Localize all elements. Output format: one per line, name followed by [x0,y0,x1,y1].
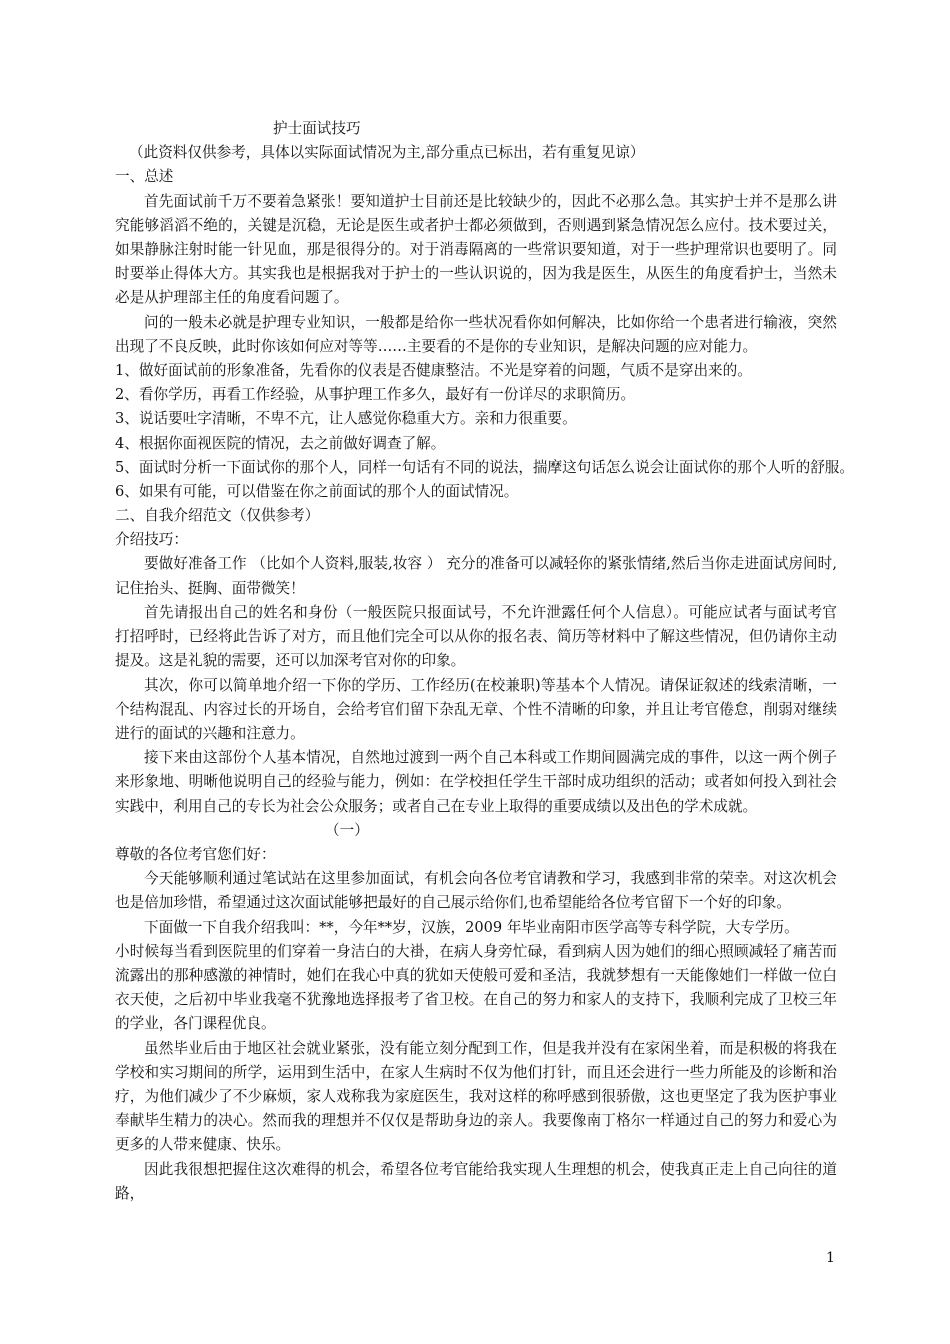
page-title: 护士面试技巧 [273,120,361,137]
list-item: 6、如果有可能，可以借鉴在你之前面试的那个人的面试情况。 [115,482,519,500]
subheading-tips: 介绍技巧： [115,531,188,549]
list-item: 4、根据你面视医院的情况，去之前做好调查了解。 [115,434,446,452]
overview-paragraph-1: 首先面试前千万不要着急紧张！要知道护士目前还是比较缺少的，因此不必那么急。其实护士并不是那么讲究能够滔滔不绝的，关键是沉稳，无论是医生或者护士都必须做到，否则遇到紧急情况怎么应付。技术要过关，如果静脉注射时能一针见血，那是很得分的。对于消毒隔离的一些常识要知道，对于一些护理常识也要明了。同时要举止得体大方。其实我也是根据我对于护士的一些认识说的，因为我是医生，从医生的角度看护士，当然未必是从护理部主任的角度看问题了。 [115,192,837,307]
document-body [115,117,854,1206]
list-item: 5、面试时分析一下面试你的那个人，同样一句话有不同的说法，揣摩这句话怎么说会让面试你的那个人听的舒服。 [115,458,854,476]
sample-paragraph-2: 下面做一下自我介绍我叫：**，今年**岁，汉族，2009 年毕业南阳市医学高等专科学院，大专学历。 [144,918,799,936]
sample-marker: （一） [325,821,369,839]
tips-paragraph-3: 其次，你可以简单地介绍一下你的学历、工作经历(在校兼职)等基本个人情况。请保证叙述的线索清晰，一个结构混乱、内容过长的开场自，会给考官们留下杂乱无章、个性不清晰的印象，并且让考官倦怠，削弱对继续进行的面试的兴趣和注意力。 [115,676,837,742]
sample-paragraph-1: 今天能够顺利通过笔试站在这里参加面试，有机会向各位考官请教和学习，我感到非常的荣幸。对这次机会也是倍加珍惜，希望通过这次面试能够把最好的自己展示给你们,也希望能给各位考官留下一个好的印象。 [115,870,837,912]
tips-paragraph-1: 要做好准备工作 （比如个人资料,服装,妆容 ） 充分的准备可以减轻你的紧张情绪,然后当你走进面试房间时,记住抬头、挺胸、面带微笑！ [115,555,837,597]
sample-paragraph-3: 小时候每当看到医院里的们穿着一身洁白的大褂，在病人身旁忙碌，看到病人因为她们的细心照顾减轻了痛苦而流露出的那种感激的神情时，她们在我心中真的犹如天使般可爱和圣洁，我就梦想有一天能像她们一样做一位白衣天使，之后初中毕业我毫不犹豫地选择报考了省卫校。在自己的努力和家人的支持下，我顺利完成了卫校三年的学业，各门课程优良。 [115,942,837,1033]
sample-paragraph-5: 因此我很想把握住这次难得的机会，希望各位考官能给我实现人生理想的机会，使我真正走上自己向往的道路， [115,1160,837,1202]
sample-paragraph-4: 虽然毕业后由于地区社会就业紧张，没有能立刻分配到工作，但是我并没有在家闲坐着，而是积极的将我在学校和实习期间的所学，运用到生活中，在家人生病时不仅为他们打针，而且还会进行一些力所能及的诊断和治疗，为他们减少了不少麻烦，家人戏称我为家庭医生，我对这样的称呼感到很骄傲，这也更坚定了我为医护事业奉献毕生精力的决心。然而我的理想并不仅仅是帮助身边的亲人。我要像南丁格尔一样通过自己的努力和爱心为更多的人带来健康、快乐。 [115,1039,837,1154]
list-item: 3、说话要吐字清晰，不卑不亢，让人感觉你稳重大方。亲和力很重要。 [115,410,577,428]
sample-greeting: 尊敬的各位考官您们好： [115,845,276,863]
list-item: 2、看你学历，再看工作经验，从事护理工作多久，最好有一份详尽的求职简历。 [115,386,636,404]
overview-paragraph-2: 问的一般未必就是护理专业知识，一般都是给你一些状况看你如何解决，比如你给一个患者进行输液，突然出现了不良反映，此时你该如何应对等等……主要看的不是你的专业知识，是解决问题的应对能力。 [115,313,837,355]
disclaimer-note: （此资料仅供参考，具体以实际面试情况为主,部分重点已标出，若有重复见谅） [129,144,645,162]
tips-paragraph-2: 首先请报出自己的姓名和身份（一般医院只报面试号，不允许泄露任何个人信息）。可能应试者与面试考官打招呼时，已经将此告诉了对方，而且他们完全可以从你的报名表、简历等材料中了解这些情况，但仍请你主动提及。这是礼貌的需要，还可以加深考官对你的印象。 [115,603,837,670]
section-heading-self-intro: 二、自我介绍范文（仅供参考） [115,507,320,525]
list-item: 1、做好面试前的形象准备，先看你的仪表是否健康整洁。不光是穿着的问题，气质不是穿出来的。 [115,361,752,379]
section-heading-overview: 一、总述 [115,168,174,186]
page-number: 1 [826,1250,835,1266]
tips-paragraph-4: 接下来由这部份个人基本情况，自然地过渡到一两个自己本科或工作期间圆满完成的事件，以这一两个例子来形象地、明晰他说明自己的经验与能力，例如：在学校担任学生干部时成功组织的活动；或者如何投入到社会实践中，利用自己的专长为社会公众服务；或者自己在专业上取得的重要成绩以及出色的学术成就。 [115,749,837,815]
